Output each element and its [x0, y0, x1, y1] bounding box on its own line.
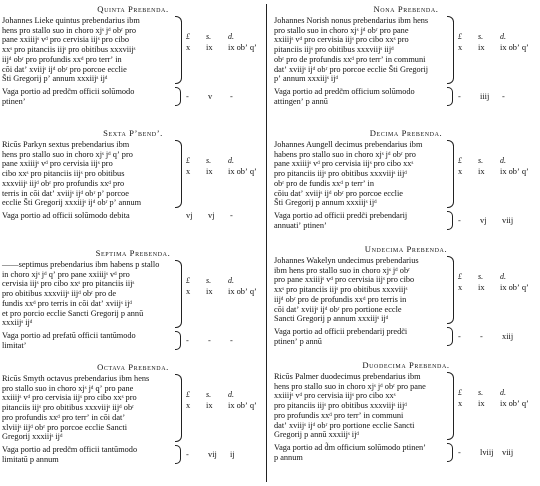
amount-value: ix obʼ qʼ — [228, 401, 257, 410]
amount-value: ix — [206, 43, 213, 52]
body-line: datʼ xviijˢ ijᵈ obʳ pro porcoe ecclie S̃ti Gregorij — [274, 64, 429, 74]
unit-header: £ — [186, 276, 190, 285]
body-line: pane xxiiijˢ vᵈ pro cervisia iijˢ pro cibo — [2, 35, 130, 45]
body-line: pro obitibus xxxviijˢ iijᵈ obʳ pro de — [2, 289, 117, 299]
vaga-amount: - — [458, 447, 461, 457]
vaga-portio — [274, 210, 514, 230]
unit-header: d. — [500, 32, 506, 41]
unit-header: s. — [206, 156, 212, 165]
vaga-amount: - — [458, 215, 461, 225]
body-line: Johannes Norish nonus prebendarius ibm hens — [274, 16, 429, 25]
vaga-portio — [274, 86, 505, 106]
prebend-entry — [2, 16, 264, 84]
body-line: iijᵈ obʳ pro profundis xxᵈ pro terrʼ in — [2, 54, 122, 64]
prebend-entry — [274, 256, 538, 324]
entry-body — [274, 16, 446, 84]
body-line: xxxiijˢ ijᵈ — [2, 318, 33, 328]
body-line: ecclie S̃ti Gregorij xxxiijˢ ijᵈ obʳ pʼ annum — [2, 198, 142, 208]
section-heading: Octava Prebenda. — [97, 362, 169, 372]
vaga-portio — [2, 86, 233, 106]
unit-header: d. — [500, 156, 506, 165]
body-line: terris in cōi datʼ xviijˢ ijᵈ obʳ pʼ porcoe — [2, 188, 129, 198]
vaga-line: limitatū p annum — [2, 454, 59, 464]
body-line: pro pitanciis iijˢ pro obitibus xxxviijˢ iijᵈ — [274, 401, 407, 411]
vaga-line: Vaga portio ad officii predc̃i prebendarij — [274, 210, 408, 220]
vaga-amount: v — [208, 91, 213, 101]
unit-header: s. — [478, 388, 484, 397]
unit-header: d. — [228, 156, 234, 165]
vaga-portio — [2, 210, 233, 221]
body-line: obʳ pro de profundis xxᵈ pro terrʼ in communi — [274, 54, 426, 64]
vaga-amount: - — [230, 335, 233, 345]
amount-value: ix — [206, 287, 213, 296]
vaga-portio — [274, 326, 514, 346]
entry-body — [274, 140, 446, 208]
section-heading: Nona Prebenda. — [373, 4, 439, 14]
unit-header: £ — [458, 156, 462, 165]
vaga-line: Vaga portio ad predc̃m officii solūmodo — [2, 86, 135, 96]
amount-value: ix — [206, 167, 213, 176]
section-heading: Decima Prebenda. — [369, 128, 443, 138]
body-line: cervisia iijˢ pro cibo xxˢ pro pitanciis iijˢ — [2, 279, 135, 289]
body-line: xxxviijˢ iijᵈ obʳ pro profundis xxᵈ pro — [2, 178, 125, 188]
unit-header: s. — [206, 32, 212, 41]
vaga-portio — [2, 330, 233, 350]
section-sexta — [2, 128, 264, 221]
unit-header: £ — [186, 390, 190, 399]
vaga-brace — [447, 211, 453, 230]
body-line: S̃ti Gregorij pʼ annum xxxiijˢ ijᵈ — [2, 74, 108, 84]
unit-header: d. — [228, 390, 234, 399]
body-line: Ricūs Smyth octavus prebendarius ibm hens — [2, 374, 150, 383]
amount-value: ix obʼ qʼ — [500, 399, 529, 408]
vaga-line: Vaga portio ad predc̃m officium solūmodo — [274, 86, 415, 96]
brace — [175, 374, 182, 442]
body-line: cōiu datʼ xviijˢ ijᵈ obʳ pro porcoe ecclie — [274, 188, 403, 198]
body-line: pro pitanciis iijˢ pro obitibus xxxviijˢ iijᵈ — [274, 169, 407, 179]
body-line: Johannes Wakelyn undecimus prebendarius — [274, 256, 419, 265]
prebend-entry — [2, 374, 264, 442]
vaga-brace — [447, 443, 453, 462]
body-line: Johannes Lieke quintus prebendarius ibm — [2, 16, 140, 25]
amount-value: x — [458, 167, 463, 176]
body-line: xxˢ pro pitanciis iijˢ pro obitibus xxxviijˢ — [2, 45, 136, 55]
unit-header: s. — [478, 156, 484, 165]
entry-body — [2, 16, 174, 84]
section-decima — [274, 128, 538, 230]
section-duodecima — [274, 360, 538, 462]
body-line: Gregorij p annū xxxiijˢ ijᵈ — [274, 430, 359, 440]
brace — [175, 16, 182, 84]
vaga-brace — [175, 445, 181, 464]
amount-value: x — [458, 399, 463, 408]
vaga-amount: vj — [480, 215, 487, 225]
vaga-line: ptinenʼ p annū — [274, 336, 322, 346]
vaga-line: Vaga portio ad predc̃m officii tantūmodo — [2, 444, 138, 454]
prebend-entry — [274, 140, 538, 208]
vaga-amount: - — [458, 331, 461, 341]
vaga-amount: - — [502, 91, 505, 101]
section-heading: Sexta Pʼbendʼ. — [103, 128, 163, 138]
body-line: pro stallo suo in choro xjˢ jᵈ qʼ pro pane — [2, 383, 134, 393]
amount-value: ix obʼ qʼ — [500, 43, 529, 52]
vaga-amount: lviij — [480, 447, 494, 457]
right-column — [274, 0, 538, 486]
unit-header: £ — [458, 32, 462, 41]
unit-header: £ — [458, 272, 462, 281]
vaga-line: annuatiʼ ptinenʼ — [274, 220, 327, 230]
body-line: xxiiijˢ vᵈ pro cervisia iijˢ pro cibo xxˢ pro — [274, 35, 409, 45]
amount-value: ix obʼ qʼ — [500, 283, 529, 292]
amount-value: ix — [478, 43, 485, 52]
vaga-brace — [447, 327, 453, 346]
body-line: xlviijˢ iijᵈ obʳ pro porcoe ecclie Sancti — [2, 422, 128, 432]
unit-header: d. — [228, 276, 234, 285]
vaga-amount: - — [458, 91, 461, 101]
vaga-amount: iiij — [480, 91, 490, 101]
body-line: pʼ annum xxxiijˢ ijᵈ — [274, 74, 339, 84]
vaga-line: ptinenʼ — [2, 96, 26, 106]
vaga-amount: - — [208, 335, 211, 345]
body-line: Ricūs Parkyn sextus prebendarius ibm — [2, 140, 130, 149]
body-line: pro stallo suo in choro xjˢ jᵈ obʳ pro pane — [274, 25, 409, 35]
body-line: pane xxiiijˢ vᵈ pro cervisia iijˢ pro cibo xxˢ — [274, 159, 414, 169]
vaga-line: p annum — [274, 452, 303, 462]
vaga-amount: viij — [502, 215, 514, 225]
amount-value: x — [186, 287, 191, 296]
vaga-line: Vaga portio ad prefatū officii tantūmodo — [2, 330, 136, 340]
section-heading: Quinta Prebenda. — [97, 4, 169, 14]
vaga-brace — [175, 331, 181, 350]
body-line: cibo xxˢ pro pitanciis iijˢ pro obitibus — [2, 169, 125, 179]
section-octava — [2, 362, 264, 464]
body-line: hens pro stallo suo in choro xjˢ jᵈ qʼ pro — [2, 149, 133, 159]
unit-header: d. — [500, 388, 506, 397]
vaga-amount: - — [230, 210, 233, 220]
body-line: hens pro stallo suo in choro xjˢ jᵈ obʳ pro pane — [274, 381, 426, 391]
entry-body — [2, 140, 174, 208]
vaga-amount: viij — [502, 447, 514, 457]
amount-value: ix — [478, 167, 485, 176]
amount-value: x — [186, 43, 191, 52]
unit-header: £ — [458, 388, 462, 397]
body-line: Johannes Aungell decimus prebendarius ibm — [274, 140, 423, 149]
body-line: fundis xxᵈ pro terris in cōi datʼ xviijˢ ijᵈ — [2, 298, 132, 308]
amount-value: x — [186, 401, 191, 410]
section-nona — [274, 4, 538, 106]
amount-value: ix obʼ qʼ — [228, 167, 257, 176]
body-line: pitanciis iijˢ pro obitibus xxxviijˢ iijᵈ obʳ — [2, 403, 134, 413]
unit-header: s. — [206, 390, 212, 399]
unit-header: £ — [186, 32, 190, 41]
amount-value: ix obʼ qʼ — [228, 43, 257, 52]
body-line: iijᵈ obʳ pro de profundis xxᵈ pro terris in — [274, 294, 407, 304]
amount-value: ix — [478, 283, 485, 292]
vaga-brace — [175, 87, 181, 106]
body-line: habens pro stallo suo in choro xjˢ jᵈ obʳ pro — [274, 149, 416, 159]
prebend-entry — [2, 140, 264, 208]
unit-header: £ — [186, 156, 190, 165]
vaga-amount: ij — [230, 449, 235, 459]
brace — [447, 16, 454, 84]
prebend-entry — [274, 372, 538, 440]
body-line: datʼ xviijˢ ijᵈ obʳ pro portione ecclie Sancti — [274, 420, 415, 430]
entry-body — [2, 374, 174, 442]
amount-value: ix — [206, 401, 213, 410]
body-line: ——septimus prebendarius ibm habens p stallo — [2, 260, 160, 269]
section-heading: Undecima Prebenda. — [364, 244, 448, 254]
unit-header: s. — [206, 276, 212, 285]
entry-body — [274, 372, 446, 440]
body-line: ibm hens pro stallo suo in choro xjˢ jᵈ obʳ — [274, 265, 410, 275]
brace — [447, 140, 454, 208]
vaga-amount: xiij — [502, 331, 514, 341]
amount-value: ix obʼ qʼ — [500, 167, 529, 176]
amount-value: x — [458, 43, 463, 52]
prebend-entry — [274, 16, 538, 84]
left-column — [2, 0, 264, 486]
prebend-entry — [2, 260, 264, 328]
unit-header: s. — [478, 32, 484, 41]
body-line: xxˢ pro pitanciis iijˢ pro obitibus xxxviijˢ — [274, 285, 408, 295]
vaga-brace — [447, 87, 453, 106]
vaga-amount: - — [186, 449, 189, 459]
brace — [175, 140, 182, 208]
unit-header: d. — [228, 32, 234, 41]
vaga-amount: vj — [208, 210, 215, 220]
vaga-amount: - — [186, 335, 189, 345]
section-septima — [2, 248, 264, 350]
section-undecima — [274, 244, 538, 346]
amount-value: x — [458, 283, 463, 292]
vaga-line: limitatʼ — [2, 340, 27, 350]
unit-header: s. — [478, 272, 484, 281]
amount-value: x — [186, 167, 191, 176]
body-line: obʳ pro de fundis xxᵈ p terrʼ in — [274, 178, 375, 188]
body-line: hens pro stallo suo in choro xjˢ jᵈ obʳ pro — [2, 25, 137, 35]
body-line: Gregorij xxxiijˢ ijᵈ — [2, 432, 63, 442]
vaga-amount: - — [230, 91, 233, 101]
brace — [175, 260, 182, 328]
body-line: Ricūs Palmer duodecimus prebendarius ibm — [274, 372, 421, 381]
body-line: xxiiijˢ vᵈ pro cervisia iijˢ pro cibo xxˢ — [274, 391, 396, 401]
vaga-portio — [2, 444, 235, 464]
entry-body — [2, 260, 174, 328]
body-line: cōi datʼ xviijˢ ijᵈ obʳ pro porcoe ecclie — [2, 64, 127, 74]
column-divider — [266, 4, 267, 482]
body-line: pitanciis iijˢ pro obitibus xxxviijˢ iijᵈ — [274, 45, 394, 55]
brace — [447, 372, 454, 440]
vaga-line: attingenʼ p annū — [274, 96, 328, 106]
body-line: cōi datʼ xviijˢ ijᵈ obʳ pro portione eccle — [274, 304, 402, 314]
section-quinta — [2, 4, 264, 106]
section-heading: Septima Prebenda. — [95, 248, 171, 258]
body-line: xxiiijˢ vᵈ pro cervisia iijˢ pro cibo xxˢ pro — [2, 393, 137, 403]
body-line: pane xxiiijˢ vᵈ pro cervisia iijˢ pro — [2, 159, 113, 169]
unit-header: d. — [500, 272, 506, 281]
amount-value: ix — [478, 399, 485, 408]
vaga-portio — [274, 442, 514, 462]
body-line: S̃ti Gregorij p annum xxxiijˢ ijᵈ — [274, 198, 377, 208]
body-line: et pro porcio ecclie Sancti Gregorij p annū — [2, 308, 144, 318]
section-heading: Duodecima Prebenda. — [362, 360, 450, 370]
entry-body — [274, 256, 446, 324]
vaga-amount: vij — [208, 449, 217, 459]
vaga-line: Vaga portio ad officii prebendarij predc̃i — [274, 326, 408, 336]
vaga-amount: vj — [186, 210, 193, 220]
vaga-line: Vaga portio ad d̃m officium solūmodo ptinenʼ — [274, 442, 426, 452]
body-line: pro pane xxiiijˢ vᵈ pro cervisia iijˢ pro cibo — [274, 275, 415, 285]
brace — [447, 256, 454, 324]
vaga-amount: - — [186, 91, 189, 101]
body-line: Sancti Gregorij p annum xxxiijˢ ijᵈ — [274, 314, 389, 324]
body-line: pro profundis xxᵈ pro terrʼ in cōi datʼ — [2, 412, 126, 422]
vaga-line: Vaga portio ad officii solūmodo debita — [2, 210, 130, 220]
body-line: pro profundis xxᵈ pro terrʼ in communi — [274, 410, 404, 420]
amount-value: ix obʼ qʼ — [228, 287, 257, 296]
body-line: in choro xjˢ jᵈ qʼ pro pane xxiiijˢ vᵈ pro — [2, 269, 130, 279]
vaga-amount: - — [480, 331, 483, 341]
